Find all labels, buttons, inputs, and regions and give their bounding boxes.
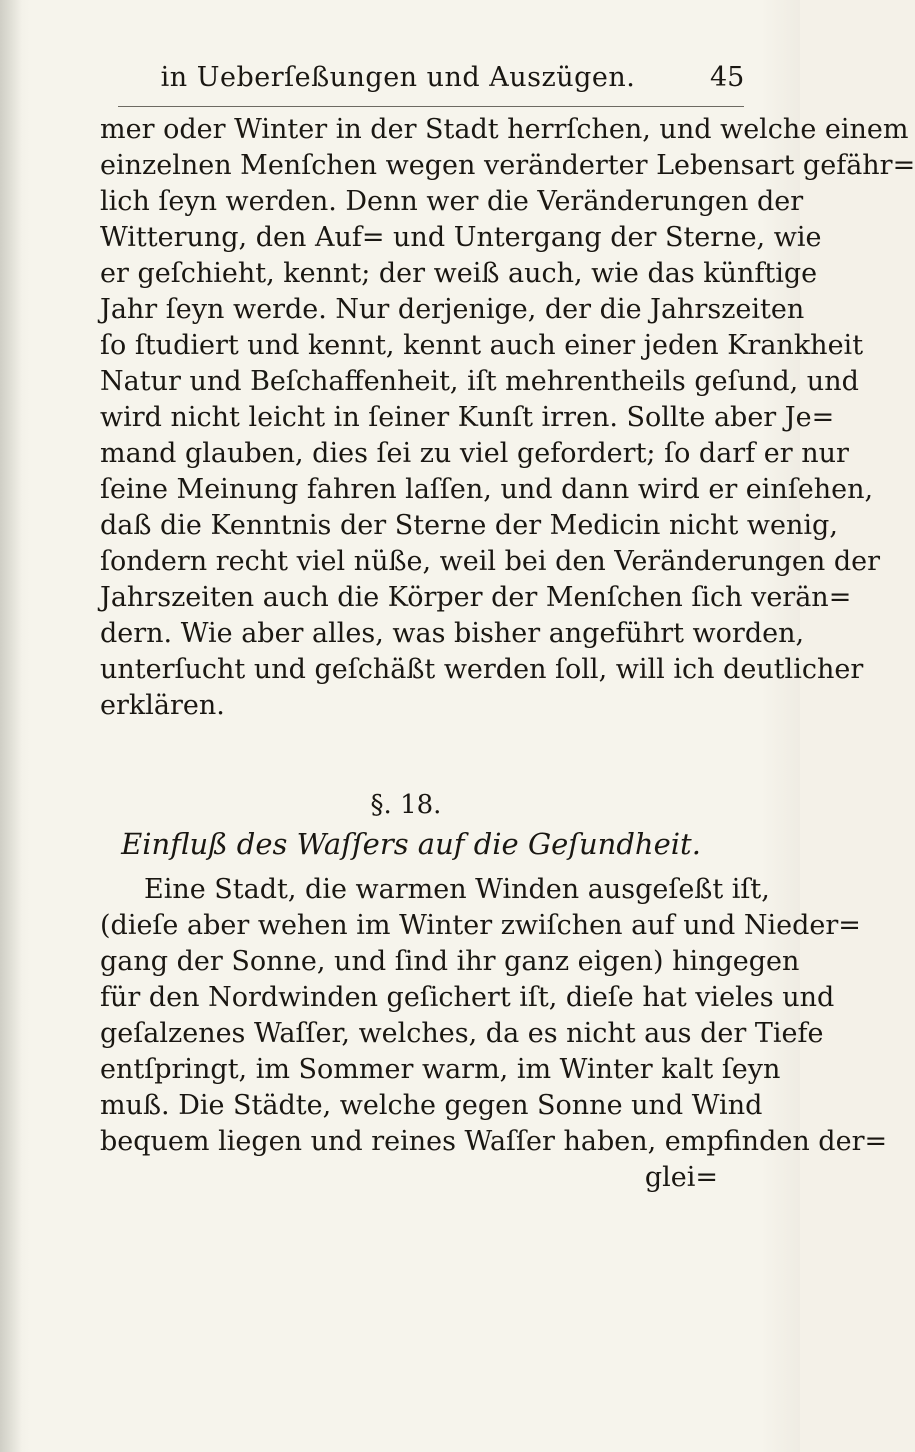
text-line: (dieſe aber wehen im Winter zwiſchen auf und Nieder=	[100, 910, 861, 941]
text-line: ſondern recht viel nüße, weil bei den Veränderungen der	[100, 546, 881, 577]
text-line: gang der Sonne, und ſind ihr ganz eigen) hingegen	[100, 946, 800, 977]
text-line: ſeine Meinung fahren laſſen, und dann wird er einſehen,	[100, 474, 874, 505]
gutter-shadow	[0, 0, 22, 1452]
text-line: mer oder Winter in der Stadt herrſchen, und welche einem	[100, 114, 909, 145]
paragraph-2	[100, 872, 888, 1160]
text-line: erklären.	[100, 690, 225, 721]
text-line: wird nicht leicht in ſeiner Kunſt irren. Sollte aber Je=	[100, 402, 835, 433]
text-line: ſo ſtudiert und kennt, kennt auch einer jeden Krankheit	[100, 330, 864, 361]
header-rule	[118, 106, 744, 107]
section-heading: Einfluß des Waſſers auf die Geſundheit.	[121, 827, 701, 861]
text-line: Jahr ſeyn werde. Nur derjenige, der die Jahrszeiten	[100, 294, 805, 325]
text-line: entſpringt, im Sommer warm, im Winter kalt ſeyn	[100, 1054, 781, 1085]
text-line: er geſchieht, kennt; der weiß auch, wie das künftige	[100, 258, 818, 289]
text-line: geſalzenes Waſſer, welches, da es nicht aus der Tiefe	[100, 1018, 824, 1049]
text-line: Jahrszeiten auch die Körper der Menſchen ſich verän=	[100, 582, 852, 613]
text-line: daß die Kenntnis der Sterne der Medicin nicht wenig,	[100, 510, 838, 541]
text-line: unterſucht und geſchäßt werden ſoll, will ich deutlicher	[100, 654, 864, 685]
text-line: Witterung, den Auf= und Untergang der Sterne, wie	[100, 222, 822, 253]
running-head	[0, 62, 800, 102]
paragraph-1	[100, 112, 915, 724]
page-number: 45	[710, 62, 745, 93]
running-head-title: in Ueberſeßungen und Auszügen.	[160, 62, 636, 93]
text-line: Natur und Beſchaffenheit, iſt mehrentheils geſund, und	[100, 366, 859, 397]
text-line: für den Nordwinden geſichert iſt, dieſe hat vieles und	[100, 982, 835, 1013]
text-line: einzelnen Menſchen wegen veränderter Lebensart gefähr=	[100, 150, 915, 181]
section-number: §. 18.	[370, 790, 442, 820]
text-line: mand glauben, dies ſei zu viel gefordert; ſo darf er nur	[100, 438, 849, 469]
text-line: muß. Die Städte, welche gegen Sonne und Wind	[100, 1090, 763, 1121]
text-line: Eine Stadt, die warmen Winden ausgeſeßt iſt,	[144, 874, 770, 905]
text-line: lich ſeyn werden. Denn wer die Veränderungen der	[100, 186, 804, 217]
text-line: bequem liegen und reines Waſſer haben, empfinden der=	[100, 1126, 888, 1157]
section-spacer	[100, 724, 752, 786]
text-block	[100, 112, 915, 1196]
catchword: glei=	[644, 1162, 718, 1193]
text-line: dern. Wie aber alles, was bisher angeführt worden,	[100, 618, 805, 649]
